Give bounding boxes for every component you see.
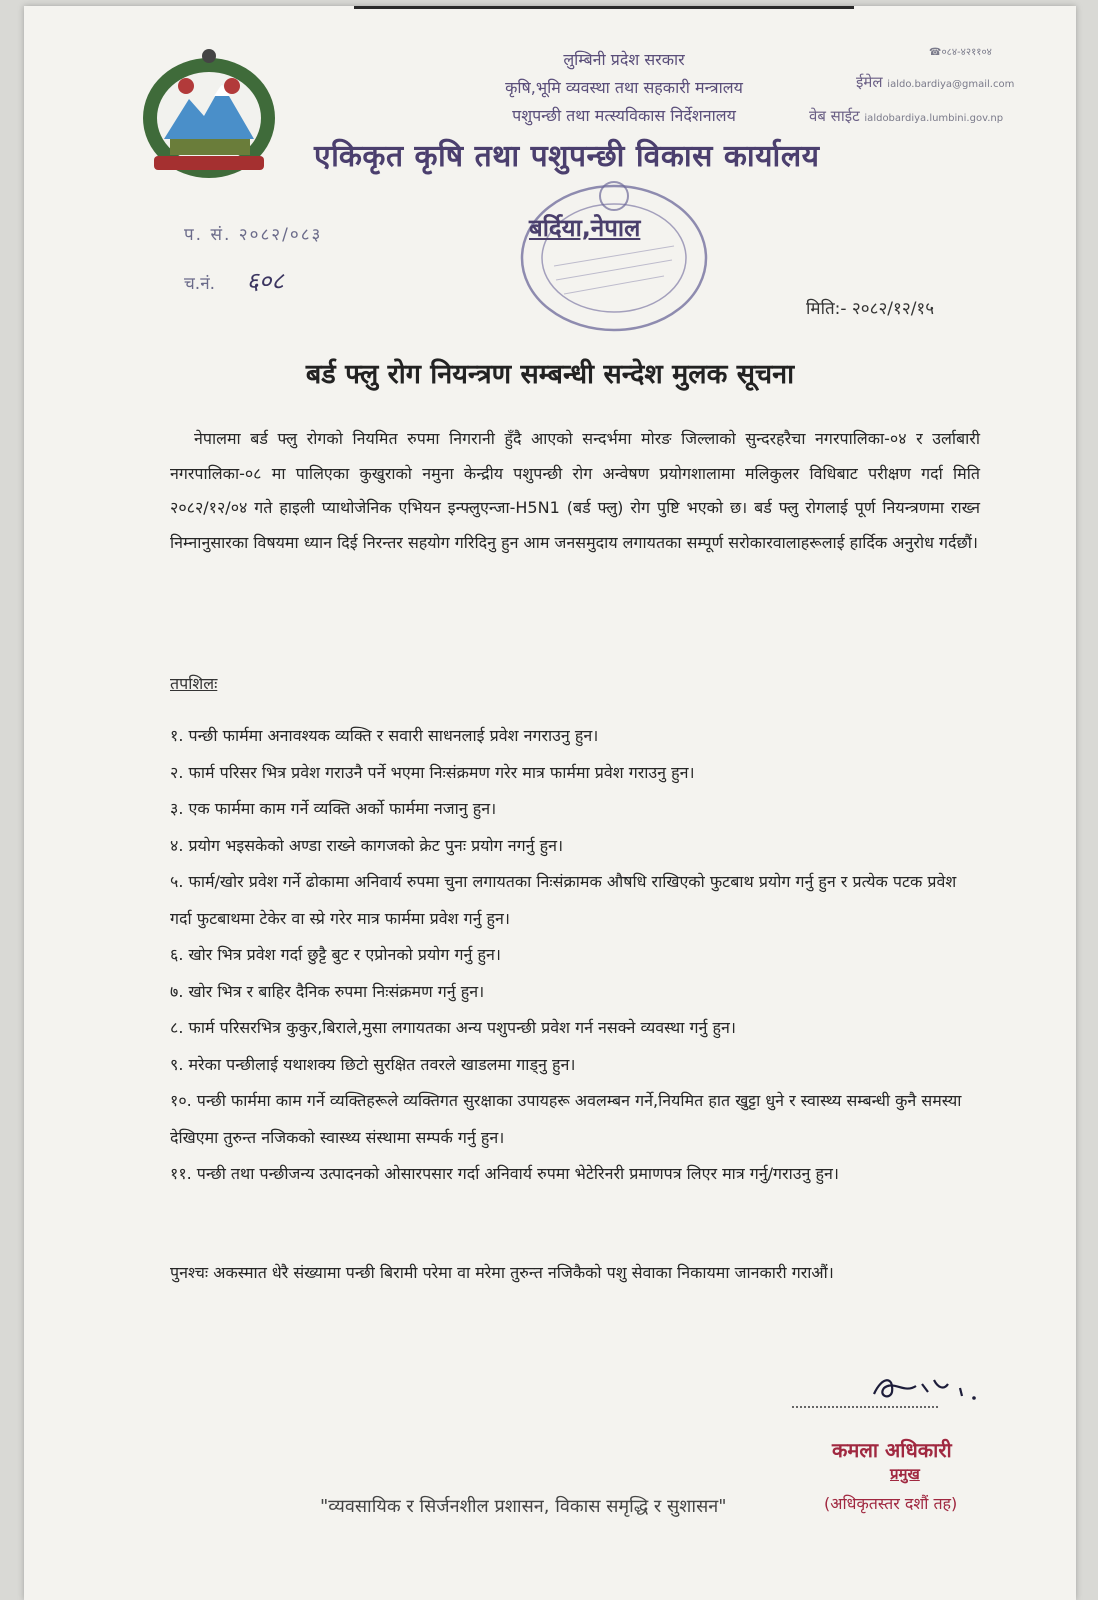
body-paragraph: नेपालमा बर्ड फ्लु रोगको नियमित रुपमा निगरानी हुँदै आएको सन्दर्भमा मोरङ जिल्लाको सुन्दरहरैचा नगरपालिका-०४ र उर्लाबारी नगरपालिका-०८ मा पालिएका कुखुराको नमुना केन्द्रीय पशुपन्छी रोग अन्वेषण प्रयोगशालामा मलिकुलर विधिबाट परीक्षण गर्दा मिति २०८२/१२/०४ गते हाइली प्याथोजेनिक एभियन इन्फ्लुएन्जा-H5N1 (बर्ड फ्लु) रोग पुष्टि भएको छ। बर्ड फ्लु रोगलाई पूर्ण नियन्त्रणमा राख्न निम्नानुसारका विषयमा ध्यान दिई निरन्तर सहयोग गरिदिनु हुन आम जनसमुदाय लगायतका सम्पूर्ण सरोकारवालाहरूलाई हार्दिक अनुरोध गर्दछौं। (170, 429, 980, 552)
website-address: ialdobardiya.lumbini.gov.np (864, 113, 1004, 124)
list-item: १०. पन्छी फार्ममा काम गर्ने व्यक्तिहरूले व्यक्तिगत सुरक्षाका उपायहरू अवलम्बन गर्ने,नियमित हात खुट्टा धुने र स्वास्थ्य सम्बन्धी कुनै समस्या देखिएमा तुरुन्त नजिकको स्वास्थ्य संस्थामा सम्पर्क गर्नु हुन। (170, 1091, 962, 1147)
signature-icon (864, 1366, 984, 1406)
list-item: ८. फार्म परिसरभित्र कुकुर,बिराले,मुसा लगायतका अन्य पशुपन्छी प्रवेश गर्न नसक्ने व्यवस्था गर्नु हुन। (170, 1018, 736, 1037)
office-name: एकिकृत कृषि तथा पशुपन्छी विकास कार्यालय (314, 139, 820, 174)
list-item: २. फार्म परिसर भित्र प्रवेश गराउनै पर्ने भएमा निःसंक्रमण गरेर मात्र फार्ममा प्रवेश गराउनु हुन। (170, 762, 695, 782)
signature-line (792, 1406, 938, 1408)
signatory-title: प्रमुख (890, 1465, 920, 1483)
details-heading: तपशिलः (170, 674, 218, 693)
office-motto: "व्यवसायिक र सिर्जनशील प्रशासन, विकास समृद्धि र सुशासन" (320, 1496, 727, 1517)
province-government: लुम्बिनी प्रदेश सरकार (563, 50, 685, 69)
list-item: १. पन्छी फार्ममा अनावश्यक व्यक्ति र सवारी साधनलाई प्रवेश नगराउनु हुन। (170, 726, 599, 745)
signatory-rank: (अधिकृतस्तर दशौं तह) (824, 1494, 958, 1513)
list-item: ४. प्रयोग भइसकेको अण्डा राख्ने कागजको क्रेट पुनः प्रयोग नगर्नु हुन। (170, 835, 564, 855)
email-line (856, 72, 1014, 92)
letter-page (24, 6, 1076, 1600)
phone-number: ☎०८४-४२११०४ (929, 47, 992, 58)
dispatch-number (184, 264, 284, 297)
list-item: ३. एक फार्ममा काम गर्ने व्यक्ति अर्को फार्ममा नजानु हुन। (170, 799, 497, 818)
reference-number: प. सं. २०८२/०८३ (184, 225, 323, 245)
dispatch-label: च.नं. (184, 274, 216, 294)
list-item: ६. खोर भित्र प्रवेश गर्दा छुट्टै बुट र एप्रोनको प्रयोग गर्नु हुन। (170, 945, 501, 964)
list-item: ९. मरेका पन्छीलाई यथाशक्य छिटो सुरक्षित तवरले खाडलमा गाड्नु हुन। (170, 1054, 576, 1074)
list-item: ७. खोर भित्र र बाहिर दैनिक रुपमा निःसंक्रमण गर्नु हुन। (170, 981, 485, 1001)
directorate-name: पशुपन्छी तथा मत्स्यविकास निर्देशनालय (512, 106, 736, 125)
letter-date: मिति:- २०८२/१२/१५ (806, 299, 935, 319)
postscript: पुनश्चः अकस्मात धेरै संख्यामा पन्छी बिरामी परेमा वा मरेमा तुरुन्त नजिकैको पशु सेवाका निकायमा जानकारी गराऔं। (170, 1263, 834, 1282)
notice-title: बर्ड फ्लु रोग नियन्त्रण सम्बन्धी सन्देश मुलक सूचना (305, 359, 795, 390)
district-name: बर्दिया,नेपाल (529, 214, 641, 242)
email-address: ialdo.bardiya@gmail.com (887, 79, 1015, 90)
list-item: ५. फार्म/खोर प्रवेश गर्ने ढोकामा अनिवार्य रुपमा चुना लगायतका निःसंक्रामक औषधि राखिएको फुटबाथ प्रयोग गर्नु हुन र प्रत्येक पटक प्रवेश गर्दा फुटबाथमा टेकेर वा स्प्रे गरेर मात्र फार्ममा प्रवेश गर्नु हुन। (170, 872, 957, 928)
signatory-name: कमला अधिकारी (832, 1438, 952, 1462)
ministry-name: कृषि,भूमि व्यवस्था तथा सहकारी मन्त्रालय (505, 78, 743, 97)
website-line (809, 106, 1003, 126)
details-list (170, 718, 970, 1193)
email-label: ईमेल (856, 73, 883, 91)
government-emblem-icon (134, 44, 284, 184)
dispatch-value: ६०८ (246, 267, 284, 295)
website-label: वेब साईट (809, 107, 860, 125)
office-seal-icon (514, 176, 719, 341)
list-item: ११. पन्छी तथा पन्छीजन्य उत्पादनको ओसारपसार गर्दा अनिवार्य रुपमा भेटेरिनरी प्रमाणपत्र लिएर मात्र गर्नु/गराउनु हुन। (170, 1164, 839, 1183)
